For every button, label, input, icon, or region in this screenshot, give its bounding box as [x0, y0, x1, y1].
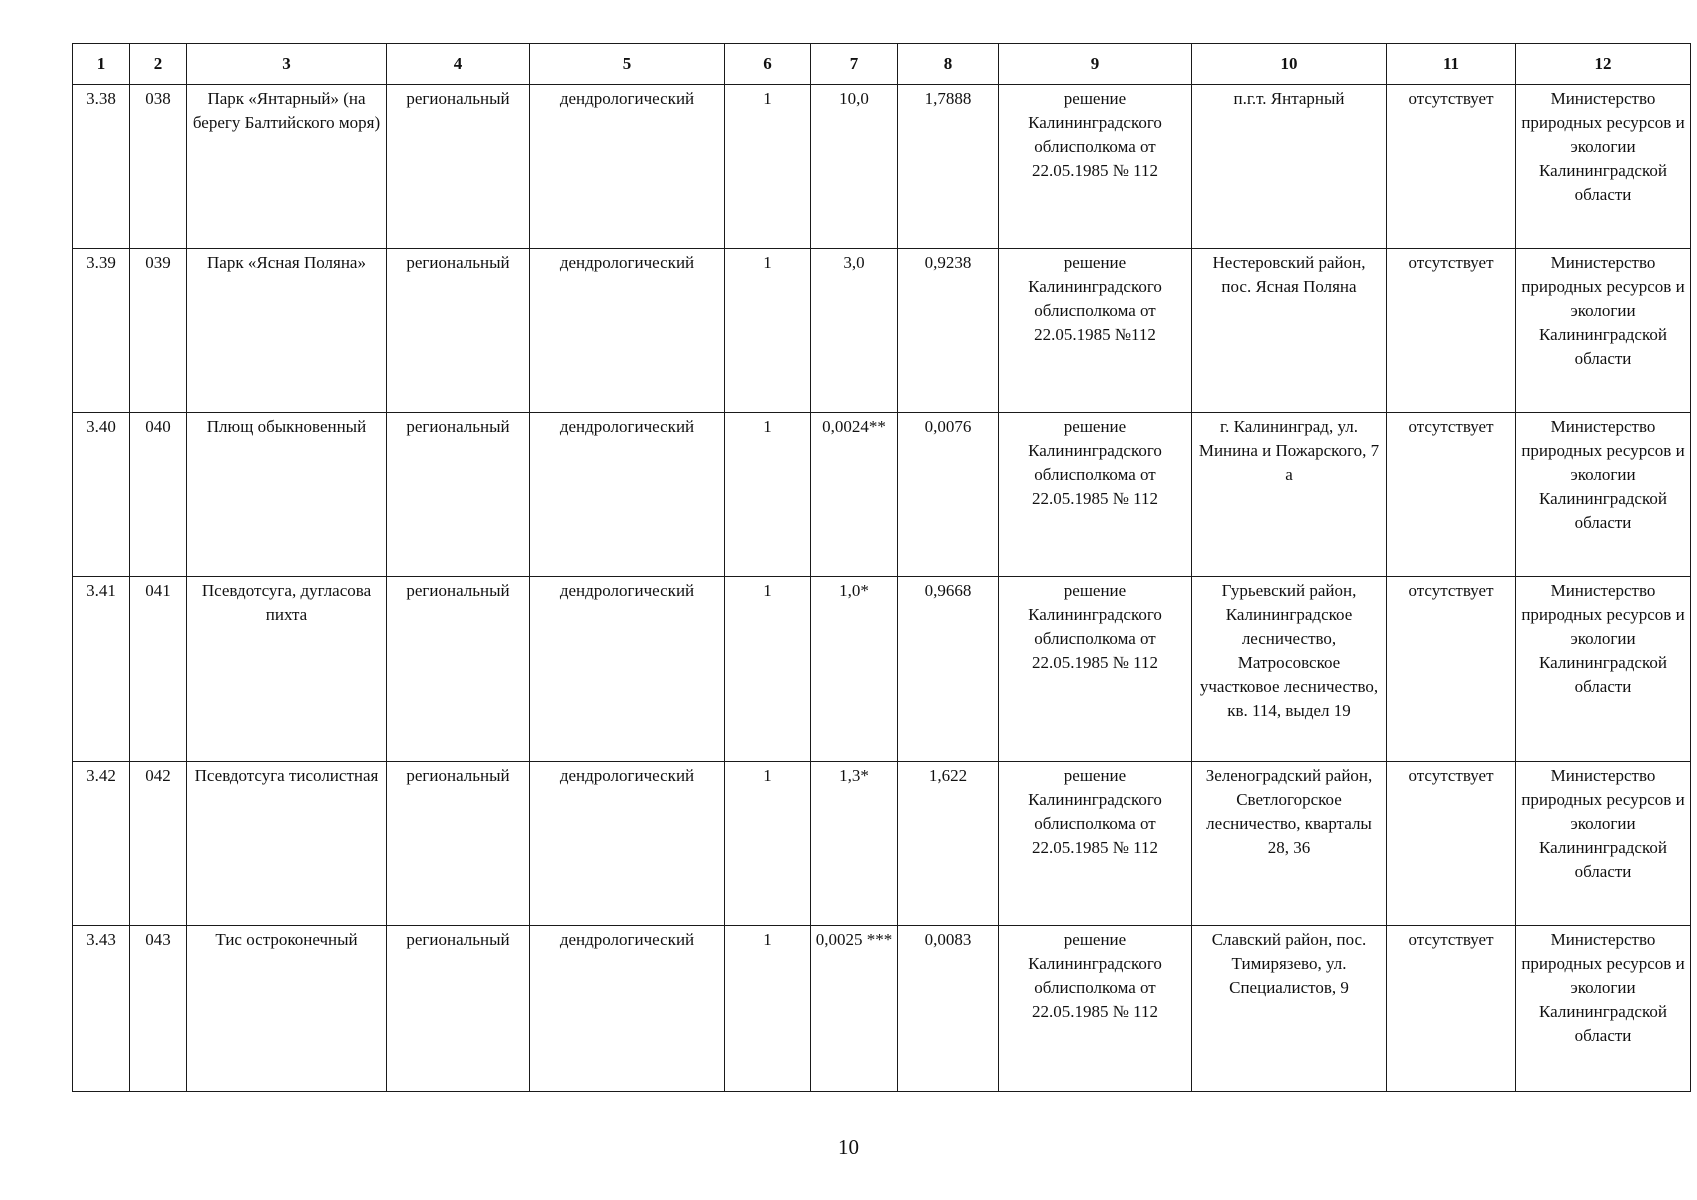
significance-cell: региональный: [387, 577, 530, 762]
row-number-cell: 3.43: [73, 926, 130, 1092]
category-cell: 1: [725, 577, 811, 762]
header-cell-1: 1: [73, 44, 130, 85]
table-row: [73, 85, 1691, 249]
location-cell: Нестеровский район, пос. Ясная Поляна: [1192, 249, 1387, 413]
header-cell-10: 10: [1192, 44, 1387, 85]
measured-area-cell: 0,9668: [898, 577, 999, 762]
authority-cell: Министерство природных ресурсов и экологии Калининградской области: [1516, 577, 1691, 762]
page-number: 10: [838, 1135, 859, 1159]
location-cell: Зеленоградский район, Светлогорское лесничество, кварталы 28, 36: [1192, 762, 1387, 926]
profile-cell: дендрологический: [530, 762, 725, 926]
location-cell: г. Калининград, ул. Минина и Пожарского, 7 а: [1192, 413, 1387, 577]
name-cell: Псевдотсуга тисолистная: [187, 762, 387, 926]
name-cell: Парк «Ясная Поляна»: [187, 249, 387, 413]
table-header: [73, 44, 1691, 85]
row-number-cell: 3.38: [73, 85, 130, 249]
area-cell: 3,0: [811, 249, 898, 413]
measured-area-cell: 0,0083: [898, 926, 999, 1092]
table-body: [73, 85, 1691, 1092]
measured-area-cell: 0,0076: [898, 413, 999, 577]
category-cell: 1: [725, 85, 811, 249]
status-cell: отсутствует: [1387, 926, 1516, 1092]
name-cell: Тис остроконечный: [187, 926, 387, 1092]
name-cell: Псевдотсуга, дугласова пихта: [187, 577, 387, 762]
code-cell: 041: [130, 577, 187, 762]
name-cell: Плющ обыкновенный: [187, 413, 387, 577]
status-cell: отсутствует: [1387, 577, 1516, 762]
status-cell: отсутствует: [1387, 85, 1516, 249]
row-number-cell: 3.42: [73, 762, 130, 926]
decision-cell: решение Калининградского облисполкома от 22.05.1985 № 112: [999, 926, 1192, 1092]
code-cell: 042: [130, 762, 187, 926]
area-cell: 0,0025 ***: [811, 926, 898, 1092]
status-cell: отсутствует: [1387, 413, 1516, 577]
authority-cell: Министерство природных ресурсов и экологии Калининградской области: [1516, 249, 1691, 413]
measured-area-cell: 0,9238: [898, 249, 999, 413]
code-cell: 038: [130, 85, 187, 249]
header-cell-2: 2: [130, 44, 187, 85]
status-cell: отсутствует: [1387, 249, 1516, 413]
decision-cell: решение Калининградского облисполкома от 22.05.1985 № 112: [999, 577, 1192, 762]
authority-cell: Министерство природных ресурсов и экологии Калининградской области: [1516, 926, 1691, 1092]
significance-cell: региональный: [387, 413, 530, 577]
header-cell-5: 5: [530, 44, 725, 85]
table-row: [73, 926, 1691, 1092]
table-row: [73, 249, 1691, 413]
category-cell: 1: [725, 249, 811, 413]
profile-cell: дендрологический: [530, 85, 725, 249]
header-cell-6: 6: [725, 44, 811, 85]
authority-cell: Министерство природных ресурсов и экологии Калининградской области: [1516, 85, 1691, 249]
measured-area-cell: 1,7888: [898, 85, 999, 249]
table-row: [73, 413, 1691, 577]
location-cell: Гурьевский район, Калининградское лесничество, Матросовское участковое лесничество, кв. 114, выдел 19: [1192, 577, 1387, 762]
measured-area-cell: 1,622: [898, 762, 999, 926]
row-number-cell: 3.40: [73, 413, 130, 577]
profile-cell: дендрологический: [530, 577, 725, 762]
protected-areas-table: [72, 43, 1691, 1092]
location-cell: Славский район, пос. Тимирязево, ул. Специалистов, 9: [1192, 926, 1387, 1092]
significance-cell: региональный: [387, 762, 530, 926]
status-cell: отсутствует: [1387, 762, 1516, 926]
area-cell: 1,3*: [811, 762, 898, 926]
profile-cell: дендрологический: [530, 249, 725, 413]
category-cell: 1: [725, 926, 811, 1092]
significance-cell: региональный: [387, 249, 530, 413]
area-cell: 0,0024**: [811, 413, 898, 577]
header-cell-12: 12: [1516, 44, 1691, 85]
table-row: [73, 577, 1691, 762]
decision-cell: решение Калининградского облисполкома от 22.05.1985 № 112: [999, 85, 1192, 249]
category-cell: 1: [725, 413, 811, 577]
area-cell: 1,0*: [811, 577, 898, 762]
authority-cell: Министерство природных ресурсов и экологии Калининградской области: [1516, 762, 1691, 926]
table-row: [73, 762, 1691, 926]
authority-cell: Министерство природных ресурсов и экологии Калининградской области: [1516, 413, 1691, 577]
category-cell: 1: [725, 762, 811, 926]
header-cell-3: 3: [187, 44, 387, 85]
header-cell-4: 4: [387, 44, 530, 85]
location-cell: п.г.т. Янтарный: [1192, 85, 1387, 249]
header-cell-9: 9: [999, 44, 1192, 85]
code-cell: 040: [130, 413, 187, 577]
header-cell-11: 11: [1387, 44, 1516, 85]
header-cell-8: 8: [898, 44, 999, 85]
decision-cell: решение Калининградского облисполкома от 22.05.1985 № 112: [999, 413, 1192, 577]
code-cell: 043: [130, 926, 187, 1092]
significance-cell: региональный: [387, 85, 530, 249]
significance-cell: региональный: [387, 926, 530, 1092]
header-cell-7: 7: [811, 44, 898, 85]
decision-cell: решение Калининградского облисполкома от 22.05.1985 № 112: [999, 762, 1192, 926]
row-number-cell: 3.39: [73, 249, 130, 413]
row-number-cell: 3.41: [73, 577, 130, 762]
decision-cell: решение Калининградского облисполкома от 22.05.1985 №112: [999, 249, 1192, 413]
profile-cell: дендрологический: [530, 413, 725, 577]
profile-cell: дендрологический: [530, 926, 725, 1092]
area-cell: 10,0: [811, 85, 898, 249]
header-row: [73, 44, 1691, 85]
code-cell: 039: [130, 249, 187, 413]
name-cell: Парк «Янтарный» (на берегу Балтийского моря): [187, 85, 387, 249]
